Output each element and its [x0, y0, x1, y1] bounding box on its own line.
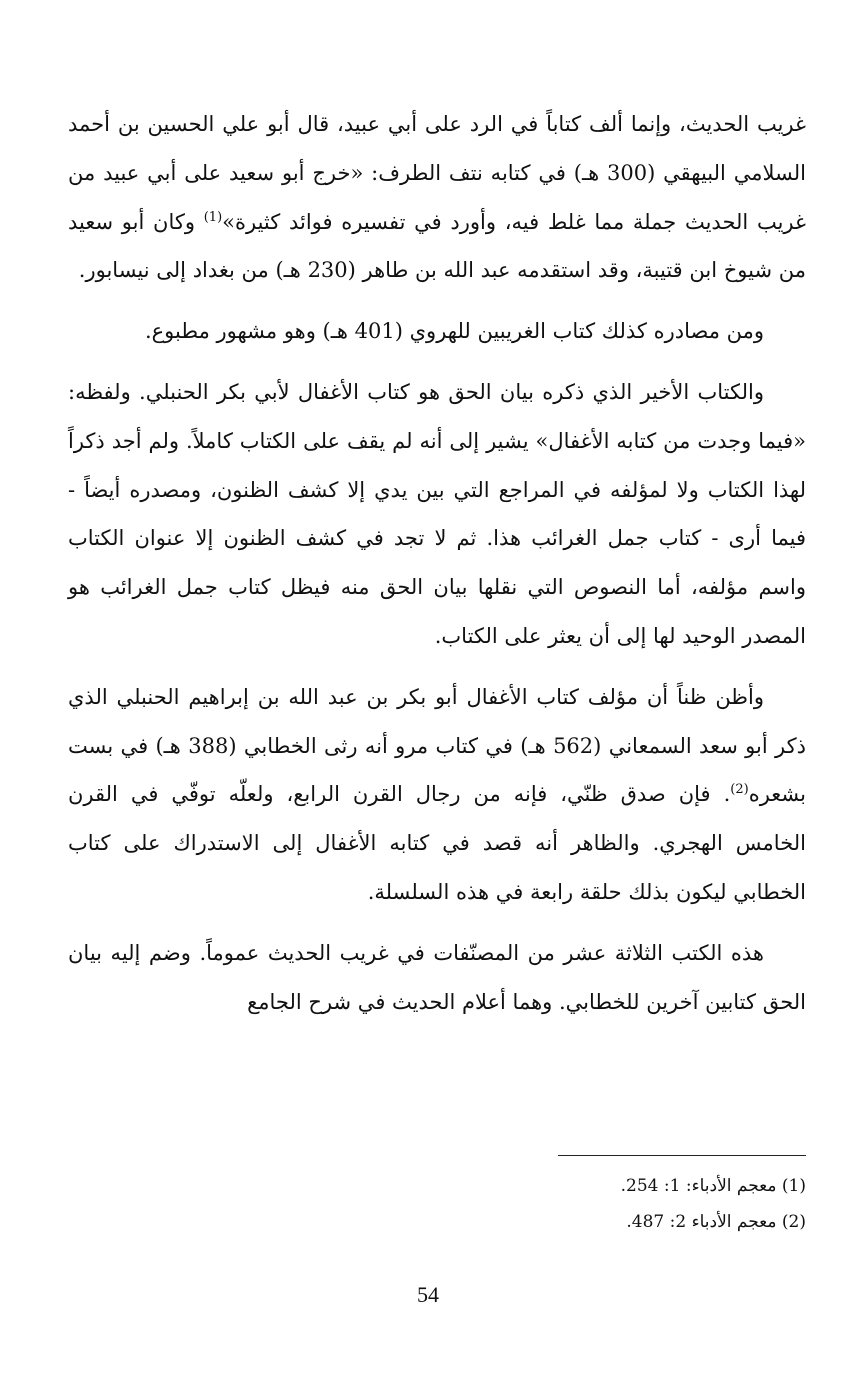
footnote-divider	[558, 1155, 806, 1156]
footnote-2: (2) معجم الأدباء 2: 487.	[626, 1212, 806, 1232]
footnote-ref-2[interactable]: (2)	[730, 782, 749, 798]
page-number: 54	[417, 1282, 439, 1307]
paragraph-1-tail: وكان أبو سعيد من شيوخ ابن قتيبة، وقد استقدمه عبد الله بن طاهر (230 هـ) من بغداد إلى نيسابور.	[68, 209, 806, 283]
paragraph-4	[68, 673, 806, 917]
main-text	[68, 100, 806, 1038]
paragraph-4-text: وأظن ظناً أن مؤلف كتاب الأغفال أبو بكر بن عبد الله بن إبراهيم الحنبلي الذي ذكر أبو سعد السمعاني (562 هـ) في كتاب مرو أنه رثى الخطابي (388 هـ) في بست بشعره	[68, 684, 806, 807]
paragraph-1	[68, 100, 806, 295]
paragraph-2: ومن مصادره كذلك كتاب الغريبين للهروي (401 هـ) وهو مشهور مطبوع.	[144, 319, 764, 344]
paragraph-3: والكتاب الأخير الذي ذكره بيان الحق هو كتاب الأغفال لأبي بكر الحنبلي. ولفظه: «فيما وجدت من كتابه الأغفال» يشير إلى أنه لم يقف على الكتاب كاملاً. ولم أجد ذكراً لهذا الكتاب ولا لمؤلفه في المراجع التي بين يدي إلا كشف الظنون، ومصدره أيضاً - فيما أرى - كتاب جمل الغرائب هذا. ثم لا تجد في كشف الظنون إلا عنوان الكتاب واسم مؤلفه، أما النصوص التي نقلها بيان الحق منه فيظل كتاب جمل الغرائب هو المصدر الوحيد لها إلى أن يعثر على الكتاب.	[68, 379, 806, 648]
paragraph-1-text: غريب الحديث، وإنما ألف كتاباً في الرد على أبي عبيد، قال أبو علي الحسين بن أحمد السلامي البيهقي (300 هـ) في كتابه نتف الطرف: «خرج أبو سعيد على أبي عبيد من غريب الحديث جملة مما غلط فيه، وأورد في تفسيره فوائد كثيرة»	[68, 112, 806, 234]
paragraph-4-tail: . فإن صدق ظنّي، فإنه من رجال القرن الرابع، ولعلّه توفّي في القرن الخامس الهجري. والظاهر أنه قصد في كتابه الأغفال إلى الاستدراك على كتاب الخطابي ليكون بذلك حلقة رابعة في هذه السلسلة.	[68, 782, 806, 904]
footnote-1: (1) معجم الأدباء: 1: 254.	[620, 1176, 806, 1196]
paragraph-5: هذه الكتب الثلاثة عشر من المصنّفات في غريب الحديث عموماً. وضم إليه بيان الحق كتابين آخرين للخطابي. وهما أعلام الحديث في شرح الجامع	[68, 940, 806, 1014]
footnotes	[306, 1168, 806, 1240]
footnote-ref-1[interactable]: (1)	[203, 209, 223, 225]
